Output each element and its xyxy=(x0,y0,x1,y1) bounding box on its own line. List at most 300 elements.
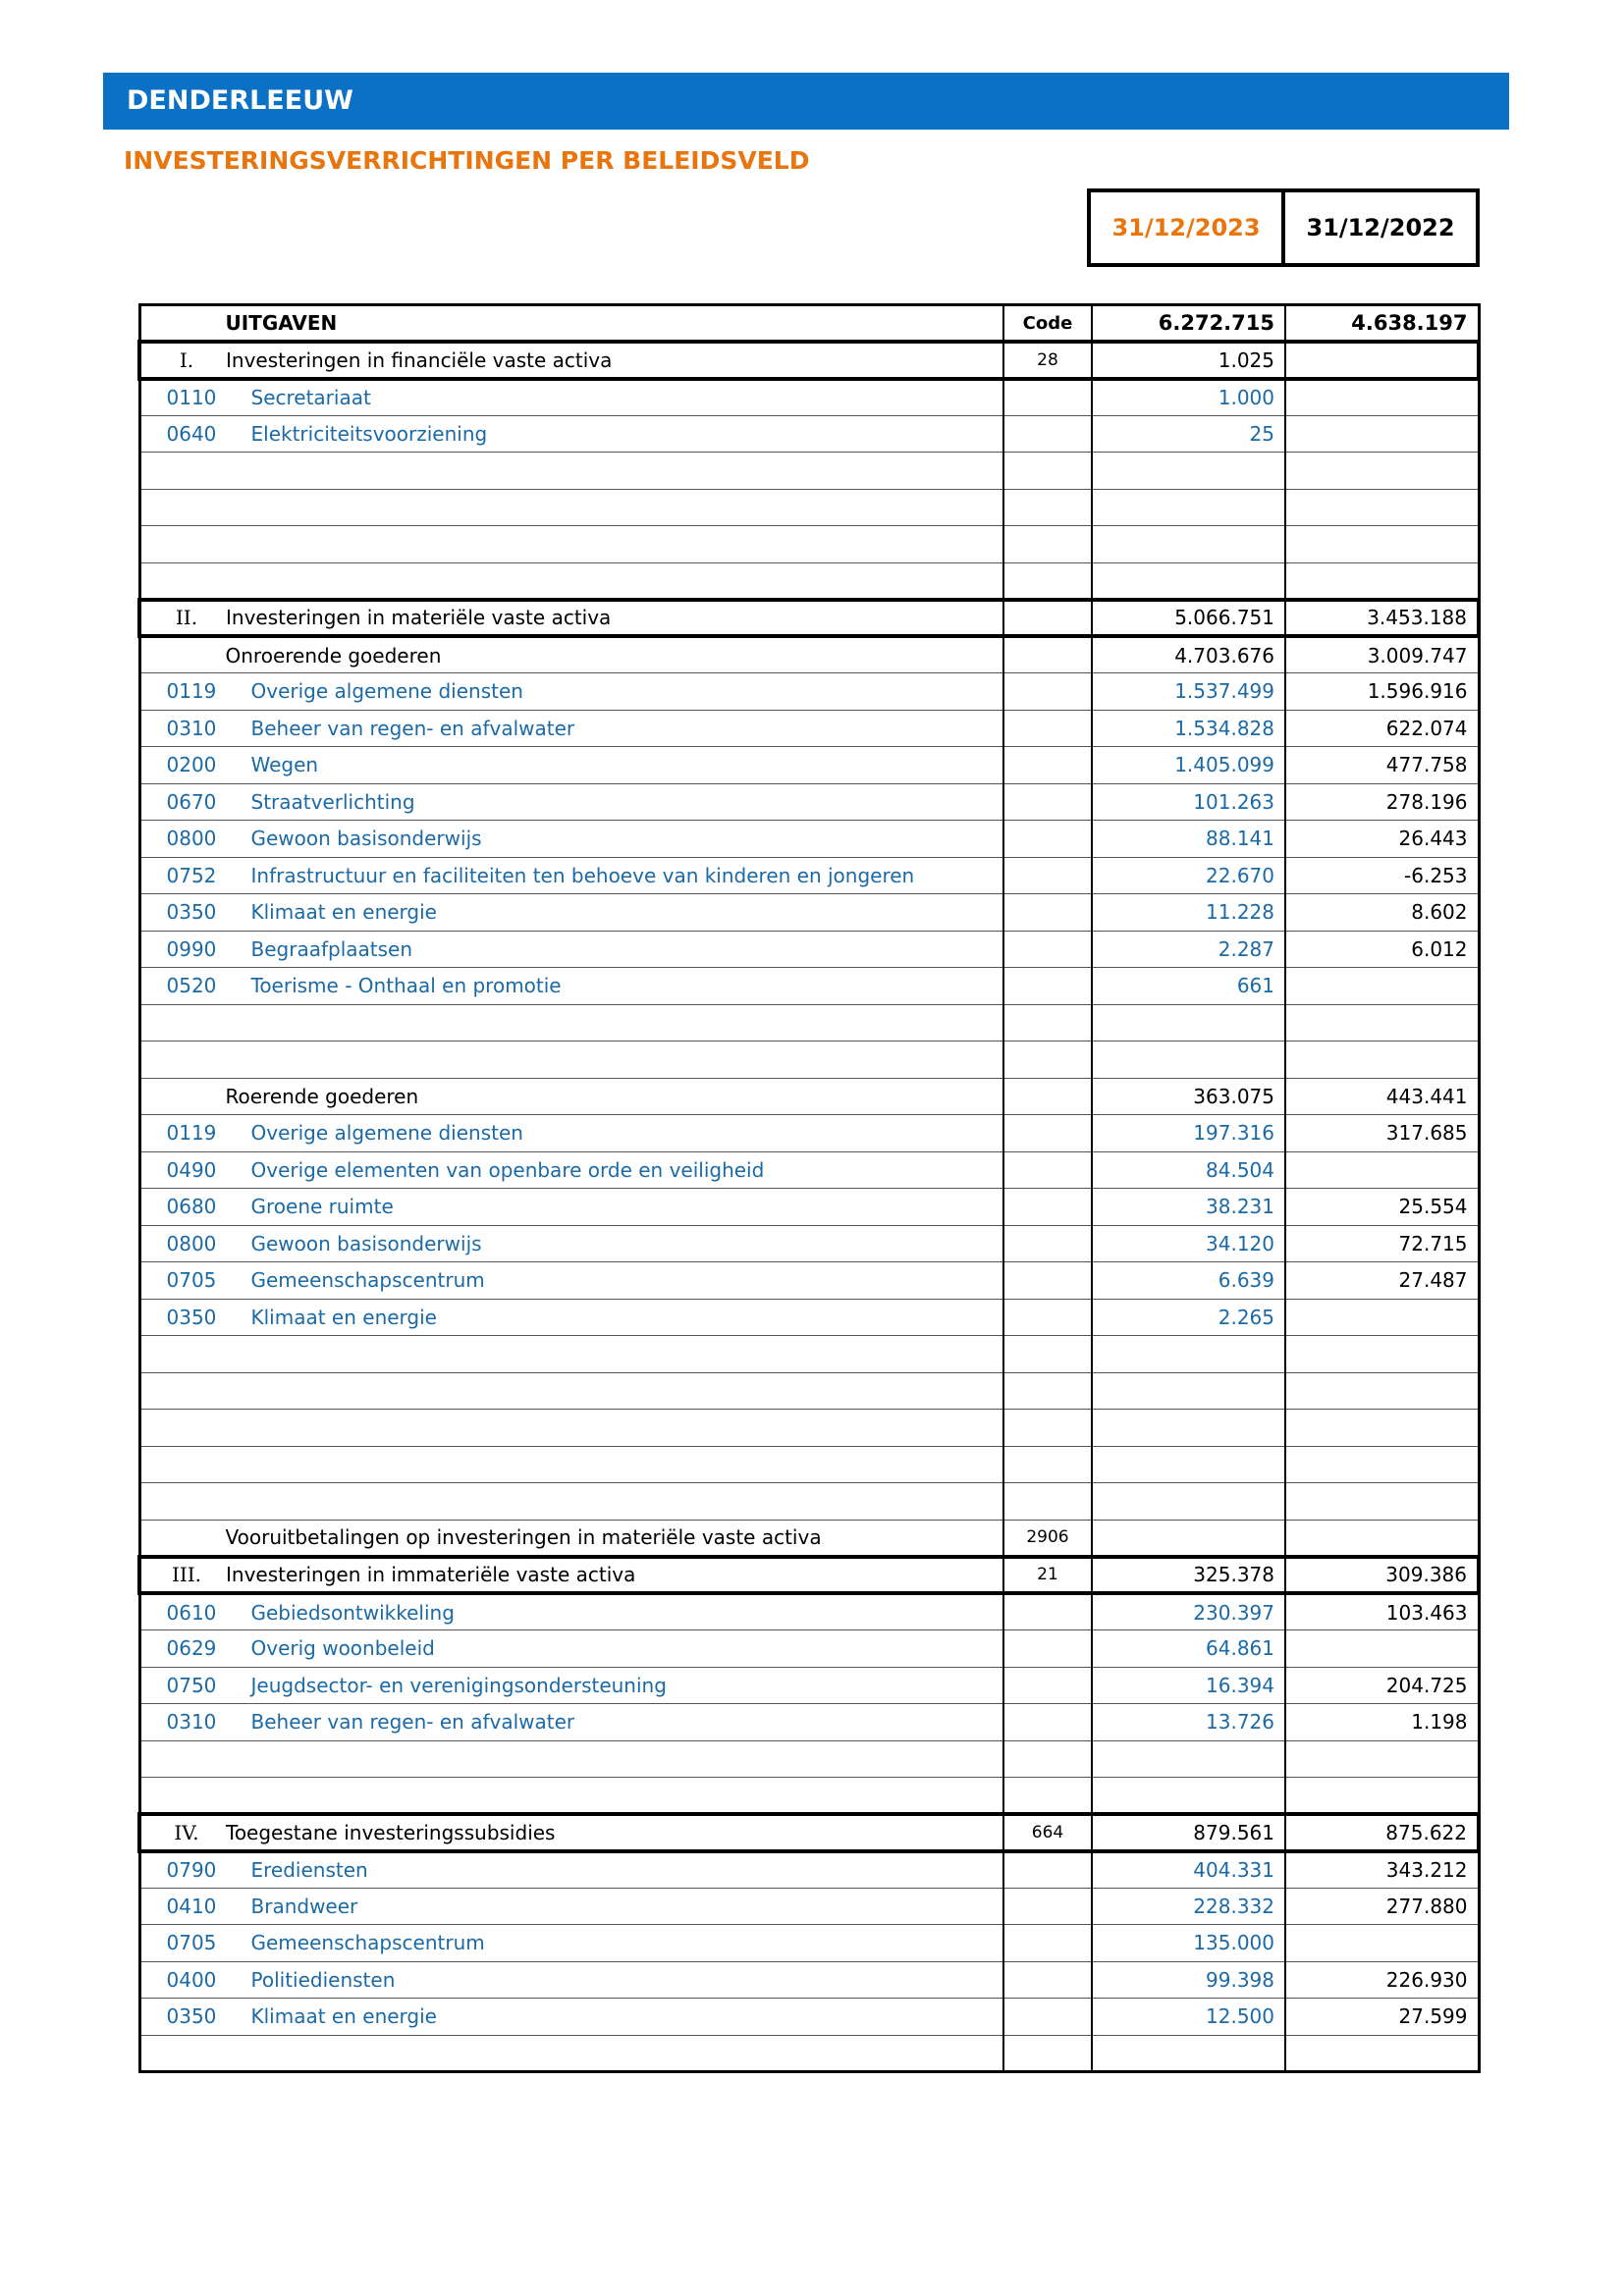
row-label-cell xyxy=(139,379,1003,416)
row-label: Brandweer xyxy=(250,1894,358,1918)
account-code: 21 xyxy=(1003,1557,1092,1594)
account-code xyxy=(1003,1262,1092,1300)
value-2023 xyxy=(1092,526,1285,563)
table-row xyxy=(139,1557,1479,1594)
table-row xyxy=(139,415,1479,453)
value-2022: 875.622 xyxy=(1285,1814,1479,1851)
policy-field-code: 0800 xyxy=(166,827,217,851)
value-2023 xyxy=(1092,453,1285,490)
row-label: Wegen xyxy=(250,753,319,777)
table-row xyxy=(139,894,1479,932)
value-2023 xyxy=(1092,2035,1285,2072)
value-2022 xyxy=(1285,1630,1479,1668)
row-label: Gewoon basisonderwijs xyxy=(250,827,482,851)
row-label-cell xyxy=(139,453,1003,490)
account-code xyxy=(1003,894,1092,932)
value-2022: -6.253 xyxy=(1285,857,1479,894)
table-row xyxy=(139,1115,1479,1152)
row-label: Beheer van regen- en afvalwater xyxy=(250,1710,575,1735)
account-code xyxy=(1003,1372,1092,1410)
row-label-cell xyxy=(139,415,1003,453)
row-label-cell xyxy=(139,305,1003,343)
account-code xyxy=(1003,857,1092,894)
account-code xyxy=(1003,415,1092,453)
row-label-cell xyxy=(139,1336,1003,1373)
account-code xyxy=(1003,1667,1092,1704)
value-2022: 277.880 xyxy=(1285,1888,1479,1925)
value-2022: 309.386 xyxy=(1285,1557,1479,1594)
table-row xyxy=(139,747,1479,784)
account-code xyxy=(1003,1115,1092,1152)
value-2023 xyxy=(1092,1004,1285,1041)
row-label-cell xyxy=(139,1410,1003,1447)
account-code xyxy=(1003,1004,1092,1041)
value-2023: 16.394 xyxy=(1092,1667,1285,1704)
value-2022 xyxy=(1285,379,1479,416)
value-2023: 101.263 xyxy=(1092,783,1285,821)
account-code: 28 xyxy=(1003,342,1092,379)
account-code xyxy=(1003,1151,1092,1189)
section-number: I. xyxy=(179,347,194,372)
policy-field-code: 0610 xyxy=(166,1600,217,1625)
value-2023: 34.120 xyxy=(1092,1225,1285,1262)
table-row-empty xyxy=(139,1446,1479,1483)
account-code xyxy=(1003,453,1092,490)
row-label-cell xyxy=(139,1851,1003,1889)
table-row xyxy=(139,1814,1479,1851)
row-label: Toerisme - Onthaal en promotie xyxy=(250,974,562,998)
row-label-cell xyxy=(139,1225,1003,1262)
account-code xyxy=(1003,1888,1092,1925)
value-2022: 278.196 xyxy=(1285,783,1479,821)
value-2023: 197.316 xyxy=(1092,1115,1285,1152)
table-row-empty xyxy=(139,1778,1479,1815)
policy-field-code: 0490 xyxy=(166,1157,217,1182)
table-row-empty xyxy=(139,1410,1479,1447)
row-label-cell xyxy=(139,1041,1003,1079)
value-2022: 27.487 xyxy=(1285,1262,1479,1300)
value-2023: 4.703.676 xyxy=(1092,636,1285,673)
policy-field-code: 0640 xyxy=(166,421,217,446)
row-label: Overige algemene diensten xyxy=(250,679,523,704)
policy-field-code: 0752 xyxy=(166,863,217,887)
table-row xyxy=(139,821,1479,858)
row-label-cell xyxy=(139,1704,1003,1741)
policy-field-code: 0520 xyxy=(166,974,217,998)
value-2022 xyxy=(1285,1336,1479,1373)
value-2023: 404.331 xyxy=(1092,1851,1285,1889)
value-2022: 4.638.197 xyxy=(1285,305,1479,343)
row-label: Gemeenschapscentrum xyxy=(250,1931,485,1955)
row-label: Klimaat en energie xyxy=(250,900,437,925)
account-code xyxy=(1003,1446,1092,1483)
value-2022 xyxy=(1285,1299,1479,1336)
account-code xyxy=(1003,1189,1092,1226)
table-row xyxy=(139,783,1479,821)
table-row xyxy=(139,1299,1479,1336)
value-2023 xyxy=(1092,1740,1285,1778)
value-2023 xyxy=(1092,1041,1285,1079)
row-label-cell xyxy=(139,857,1003,894)
value-2023: 25 xyxy=(1092,415,1285,453)
table-row-empty xyxy=(139,1372,1479,1410)
row-label-cell xyxy=(139,1593,1003,1630)
row-label-cell xyxy=(139,1667,1003,1704)
value-2023: 84.504 xyxy=(1092,1151,1285,1189)
policy-field-code: 0705 xyxy=(166,1931,217,1955)
row-label-cell xyxy=(139,1999,1003,2036)
account-code xyxy=(1003,1483,1092,1521)
value-2022: 317.685 xyxy=(1285,1115,1479,1152)
value-2022 xyxy=(1285,1925,1479,1962)
row-label-cell xyxy=(139,747,1003,784)
value-2022: 72.715 xyxy=(1285,1225,1479,1262)
row-label: Investeringen in financiële vaste activa xyxy=(226,347,613,372)
account-code xyxy=(1003,1925,1092,1962)
policy-field-code: 0200 xyxy=(166,753,217,777)
table-row xyxy=(139,710,1479,747)
row-label: Klimaat en energie xyxy=(250,1305,437,1329)
row-label: Vooruitbetalingen op investeringen in materiële vaste activa xyxy=(225,1525,822,1549)
table-row xyxy=(139,1189,1479,1226)
table-row-empty xyxy=(139,1740,1479,1778)
value-2022 xyxy=(1285,968,1479,1005)
row-label-cell xyxy=(139,1520,1003,1557)
table-row xyxy=(139,1667,1479,1704)
policy-field-code: 0350 xyxy=(166,900,217,925)
policy-field-code: 0800 xyxy=(166,1231,217,1255)
table-row xyxy=(139,857,1479,894)
policy-field-code: 0350 xyxy=(166,1305,217,1329)
row-label-cell xyxy=(139,342,1003,379)
value-2023 xyxy=(1092,1778,1285,1815)
table-row xyxy=(139,636,1479,673)
value-2023: 1.537.499 xyxy=(1092,673,1285,711)
value-2023 xyxy=(1092,1410,1285,1447)
row-label-cell xyxy=(139,1961,1003,1999)
row-label-cell xyxy=(139,931,1003,968)
table-row xyxy=(139,1704,1479,1741)
value-2022 xyxy=(1285,1041,1479,1079)
value-2022 xyxy=(1285,562,1479,600)
account-code xyxy=(1003,526,1092,563)
row-label-cell xyxy=(139,1446,1003,1483)
row-label: Overige algemene diensten xyxy=(250,1121,523,1146)
account-code: Code xyxy=(1003,305,1092,343)
account-code xyxy=(1003,562,1092,600)
account-code xyxy=(1003,1778,1092,1815)
table-row-empty xyxy=(139,1041,1479,1079)
row-label-cell xyxy=(139,673,1003,711)
row-label: Gebiedsontwikkeling xyxy=(250,1600,455,1625)
value-2022: 27.599 xyxy=(1285,1999,1479,2036)
table-row xyxy=(139,1593,1479,1630)
table-row-empty xyxy=(139,2035,1479,2072)
policy-field-code: 0629 xyxy=(166,1636,217,1661)
row-label-cell xyxy=(139,1151,1003,1189)
account-code xyxy=(1003,1630,1092,1668)
account-code xyxy=(1003,931,1092,968)
section-number: II. xyxy=(175,606,198,630)
value-2023: 661 xyxy=(1092,968,1285,1005)
row-label: Investeringen in immateriële vaste activa xyxy=(226,1563,636,1587)
value-2023: 6.272.715 xyxy=(1092,305,1285,343)
value-2023: 64.861 xyxy=(1092,1630,1285,1668)
row-label-cell xyxy=(139,1262,1003,1300)
value-2022 xyxy=(1285,526,1479,563)
account-code xyxy=(1003,673,1092,711)
policy-field-code: 0410 xyxy=(166,1894,217,1918)
value-2023: 13.726 xyxy=(1092,1704,1285,1741)
policy-field-code: 0350 xyxy=(166,2004,217,2029)
row-label: Infrastructuur en faciliteiten ten behoeve van kinderen en jongeren xyxy=(250,863,915,887)
row-label-cell xyxy=(139,526,1003,563)
row-label-cell xyxy=(139,2035,1003,2072)
row-label-cell xyxy=(139,968,1003,1005)
account-code xyxy=(1003,821,1092,858)
account-code xyxy=(1003,1740,1092,1778)
row-label-cell xyxy=(139,710,1003,747)
account-code xyxy=(1003,1593,1092,1630)
row-label-cell xyxy=(139,783,1003,821)
value-2023: 1.025 xyxy=(1092,342,1285,379)
account-code xyxy=(1003,636,1092,673)
account-code xyxy=(1003,1851,1092,1889)
policy-field-code: 0110 xyxy=(166,386,217,409)
row-label-cell xyxy=(139,1925,1003,1962)
row-label-cell xyxy=(139,636,1003,673)
row-label-cell xyxy=(139,600,1003,637)
table-row xyxy=(139,673,1479,711)
row-label-cell xyxy=(139,1630,1003,1668)
value-2022 xyxy=(1285,1151,1479,1189)
account-code xyxy=(1003,1078,1092,1115)
value-2023: 325.378 xyxy=(1092,1557,1285,1594)
row-label-cell xyxy=(139,1004,1003,1041)
row-label: UITGAVEN xyxy=(225,311,338,335)
value-2023: 135.000 xyxy=(1092,1925,1285,1962)
value-2022 xyxy=(1285,1410,1479,1447)
value-2023: 11.228 xyxy=(1092,894,1285,932)
policy-field-code: 0310 xyxy=(166,716,217,740)
account-code xyxy=(1003,489,1092,526)
account-code xyxy=(1003,2035,1092,2072)
account-code xyxy=(1003,1410,1092,1447)
account-code xyxy=(1003,710,1092,747)
account-code: 2906 xyxy=(1003,1520,1092,1557)
municipality-name: DENDERLEEUW xyxy=(127,85,353,116)
value-2022: 1.198 xyxy=(1285,1704,1479,1741)
account-code xyxy=(1003,1299,1092,1336)
row-label-cell xyxy=(139,894,1003,932)
row-label-cell xyxy=(139,1814,1003,1851)
row-label-cell xyxy=(139,1778,1003,1815)
value-2023: 879.561 xyxy=(1092,1814,1285,1851)
row-label: Jeugdsector- en verenigingsondersteuning xyxy=(250,1673,667,1697)
account-code xyxy=(1003,600,1092,637)
value-2022 xyxy=(1285,342,1479,379)
row-label-cell xyxy=(139,821,1003,858)
value-2023: 230.397 xyxy=(1092,1593,1285,1630)
value-2023: 228.332 xyxy=(1092,1888,1285,1925)
value-2022 xyxy=(1285,1004,1479,1041)
value-2022: 6.012 xyxy=(1285,931,1479,968)
table-row xyxy=(139,931,1479,968)
policy-field-code: 0790 xyxy=(166,1858,217,1882)
value-2023 xyxy=(1092,1446,1285,1483)
table-row xyxy=(139,968,1479,1005)
table-row-empty xyxy=(139,453,1479,490)
value-2023: 12.500 xyxy=(1092,1999,1285,2036)
date-header-box xyxy=(1087,188,1480,267)
value-2023: 99.398 xyxy=(1092,1961,1285,1999)
policy-field-code: 0750 xyxy=(166,1673,217,1697)
value-2023 xyxy=(1092,1372,1285,1410)
policy-field-code: 0119 xyxy=(166,679,217,704)
row-label-cell xyxy=(139,1888,1003,1925)
table-row-empty xyxy=(139,489,1479,526)
table-row xyxy=(139,1520,1479,1557)
table-row xyxy=(139,1630,1479,1668)
date-previous: 31/12/2022 xyxy=(1306,214,1455,241)
value-2022: 3.009.747 xyxy=(1285,636,1479,673)
table-row xyxy=(139,379,1479,416)
value-2022: 226.930 xyxy=(1285,1961,1479,1999)
value-2022 xyxy=(1285,1778,1479,1815)
table-row xyxy=(139,1078,1479,1115)
row-label: Beheer van regen- en afvalwater xyxy=(250,716,575,740)
table-row-empty xyxy=(139,526,1479,563)
row-label: Investeringen in materiële vaste activa xyxy=(226,606,612,630)
row-label: Roerende goederen xyxy=(225,1084,419,1108)
row-label-cell xyxy=(139,1557,1003,1594)
policy-field-code: 0680 xyxy=(166,1195,217,1219)
account-code xyxy=(1003,1999,1092,2036)
row-label: Elektriciteitsvoorziening xyxy=(250,421,488,446)
value-2022 xyxy=(1285,1483,1479,1521)
value-2022: 25.554 xyxy=(1285,1189,1479,1226)
row-label: Straatverlichting xyxy=(250,789,415,814)
value-2022 xyxy=(1285,1520,1479,1557)
table-row xyxy=(139,342,1479,379)
value-2023: 38.231 xyxy=(1092,1189,1285,1226)
row-label-cell xyxy=(139,489,1003,526)
table-row-empty xyxy=(139,1336,1479,1373)
value-2023: 22.670 xyxy=(1092,857,1285,894)
investment-table-body xyxy=(139,305,1479,2072)
value-2022 xyxy=(1285,1740,1479,1778)
row-label-cell xyxy=(139,1078,1003,1115)
row-label-cell xyxy=(139,1189,1003,1226)
report-subtitle: INVESTERINGSVERRICHTINGEN PER BELEIDSVELD xyxy=(124,146,810,175)
account-code xyxy=(1003,1704,1092,1741)
value-2023: 2.287 xyxy=(1092,931,1285,968)
account-code xyxy=(1003,783,1092,821)
policy-field-code: 0990 xyxy=(166,936,217,961)
value-2022: 26.443 xyxy=(1285,821,1479,858)
value-2023: 2.265 xyxy=(1092,1299,1285,1336)
date-current: 31/12/2023 xyxy=(1091,192,1285,263)
table-row xyxy=(139,1851,1479,1889)
value-2022: 477.758 xyxy=(1285,747,1479,784)
value-2023 xyxy=(1092,1336,1285,1373)
account-code: 664 xyxy=(1003,1814,1092,1851)
row-label-cell xyxy=(139,1299,1003,1336)
value-2022: 1.596.916 xyxy=(1285,673,1479,711)
value-2022 xyxy=(1285,2035,1479,2072)
row-label-cell xyxy=(139,562,1003,600)
value-2022 xyxy=(1285,453,1479,490)
value-2023: 1.000 xyxy=(1092,379,1285,416)
investment-table xyxy=(137,303,1481,2073)
value-2022: 3.453.188 xyxy=(1285,600,1479,637)
policy-field-code: 0705 xyxy=(166,1268,217,1293)
table-row xyxy=(139,1888,1479,1925)
policy-field-code: 0670 xyxy=(166,789,217,814)
row-label-cell xyxy=(139,1115,1003,1152)
table-row-empty xyxy=(139,1004,1479,1041)
policy-field-code: 0400 xyxy=(166,1967,217,1992)
table-row xyxy=(139,305,1479,343)
account-code xyxy=(1003,747,1092,784)
row-label-cell xyxy=(139,1740,1003,1778)
value-2022: 8.602 xyxy=(1285,894,1479,932)
row-label: Overig woonbeleid xyxy=(250,1636,435,1661)
value-2022: 443.441 xyxy=(1285,1078,1479,1115)
row-label: Gemeenschapscentrum xyxy=(250,1268,485,1293)
row-label: Onroerende goederen xyxy=(225,643,442,667)
table-row xyxy=(139,1262,1479,1300)
value-2022: 204.725 xyxy=(1285,1667,1479,1704)
section-number: III. xyxy=(171,1563,202,1587)
value-2023: 363.075 xyxy=(1092,1078,1285,1115)
row-label-cell xyxy=(139,1372,1003,1410)
value-2023: 1.534.828 xyxy=(1092,710,1285,747)
row-label: Begraafplaatsen xyxy=(250,936,413,961)
table-row xyxy=(139,1999,1479,2036)
account-code xyxy=(1003,1961,1092,1999)
value-2023: 1.405.099 xyxy=(1092,747,1285,784)
value-2022: 622.074 xyxy=(1285,710,1479,747)
value-2022: 343.212 xyxy=(1285,1851,1479,1889)
account-code xyxy=(1003,1225,1092,1262)
table-row xyxy=(139,1925,1479,1962)
table-row xyxy=(139,1961,1479,1999)
value-2023 xyxy=(1092,489,1285,526)
row-label: Erediensten xyxy=(250,1858,368,1882)
row-label: Politiediensten xyxy=(250,1967,396,1992)
row-label: Secretariaat xyxy=(250,386,371,409)
account-code xyxy=(1003,968,1092,1005)
account-code xyxy=(1003,379,1092,416)
row-label: Groene ruimte xyxy=(250,1195,394,1219)
value-2023 xyxy=(1092,1520,1285,1557)
account-code xyxy=(1003,1336,1092,1373)
value-2022: 103.463 xyxy=(1285,1593,1479,1630)
value-2023 xyxy=(1092,562,1285,600)
row-label: Overige elementen van openbare orde en veiligheid xyxy=(250,1157,765,1182)
value-2022 xyxy=(1285,415,1479,453)
table-row xyxy=(139,600,1479,637)
value-2022 xyxy=(1285,489,1479,526)
section-number: IV. xyxy=(174,1820,199,1844)
value-2022 xyxy=(1285,1372,1479,1410)
policy-field-code: 0119 xyxy=(166,1121,217,1146)
table-row-empty xyxy=(139,562,1479,600)
row-label: Klimaat en energie xyxy=(250,2004,437,2029)
row-label: Gewoon basisonderwijs xyxy=(250,1231,482,1255)
municipality-banner xyxy=(103,73,1509,130)
